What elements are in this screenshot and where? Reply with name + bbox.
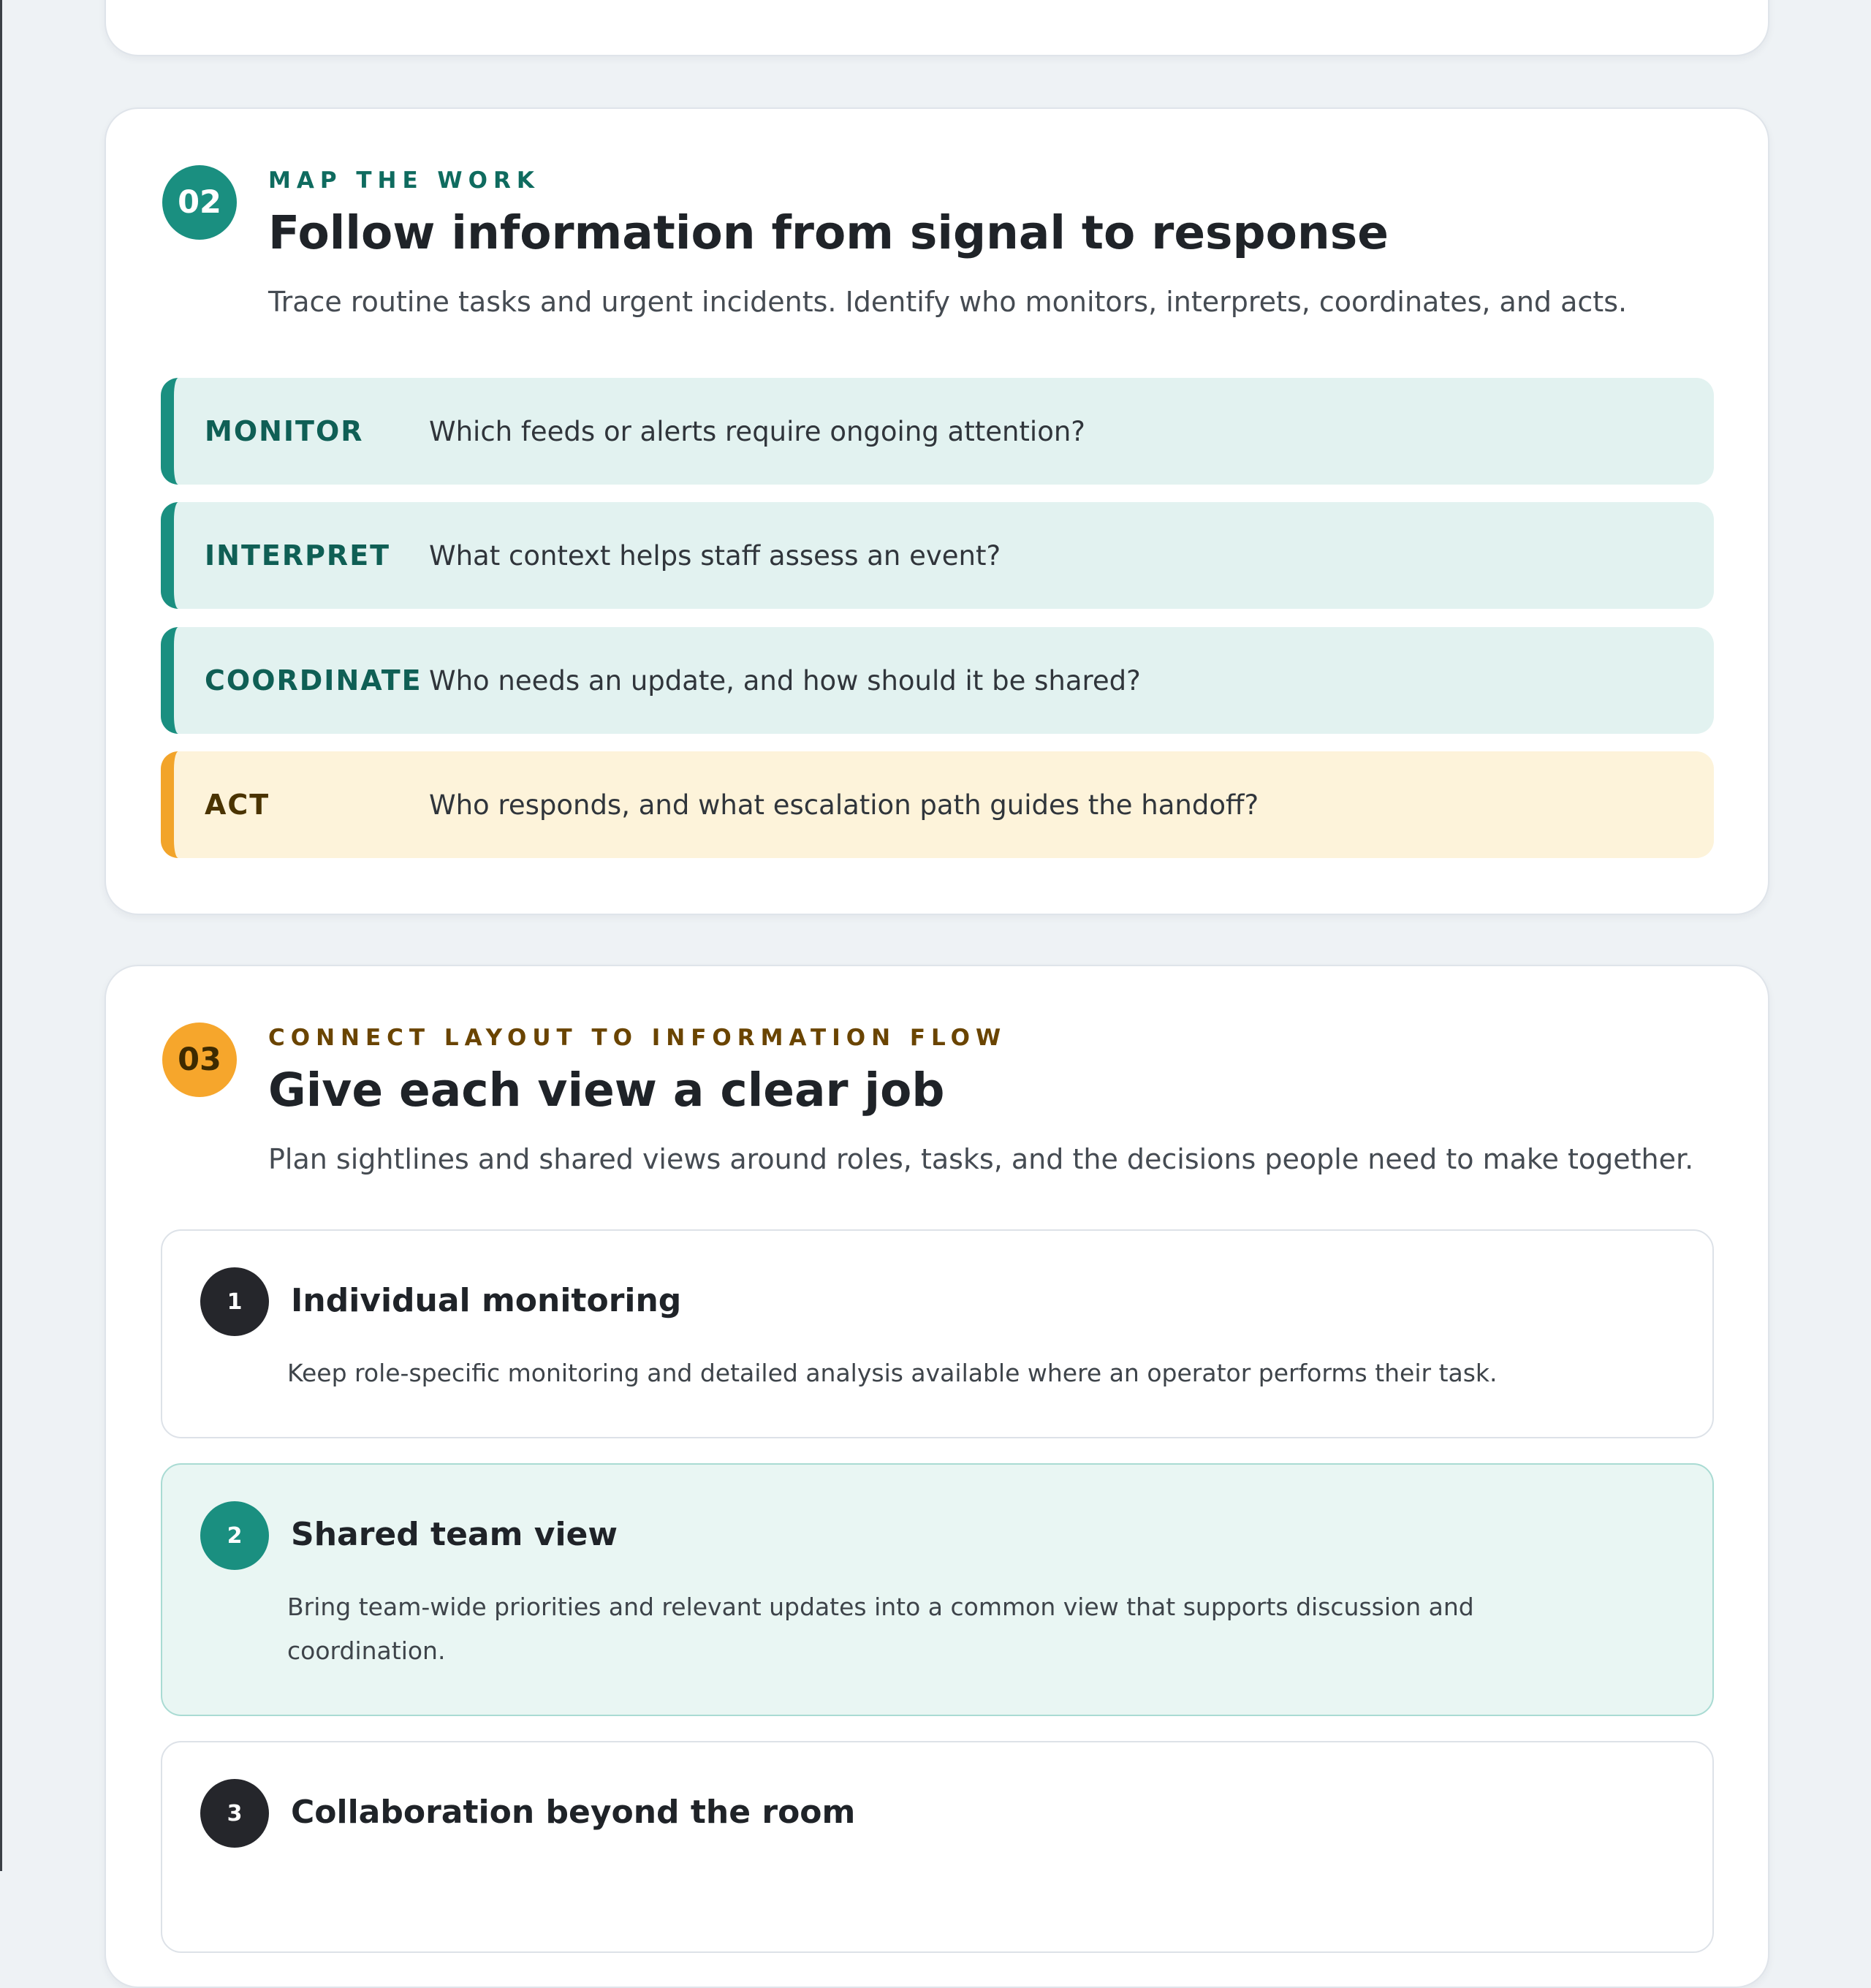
view-title: Shared team view — [291, 1516, 618, 1553]
flow-step-coordinate — [161, 627, 1714, 734]
view-description: Bring team-wide priorities and relevant updates into a common view that supports discussion and coordination. — [287, 1593, 1474, 1665]
flow-step-label: ACT — [205, 789, 270, 821]
view-card-individual-monitoring — [161, 1229, 1714, 1438]
section-connect-layout — [105, 965, 1769, 1988]
section-eyebrow: MAP THE WORK — [268, 167, 540, 194]
view-number-badge: 3 — [200, 1779, 269, 1848]
view-card-collaboration — [161, 1741, 1714, 1953]
flow-step-act — [161, 751, 1714, 858]
section-title: Follow information from signal to response — [268, 206, 1389, 259]
flow-step-label: INTERPRET — [205, 539, 391, 572]
flow-step-question: Who responds, and what escalation path guides the handoff? — [429, 789, 1259, 821]
view-number-badge: 2 — [200, 1501, 269, 1570]
flow-step-label: MONITOR — [205, 415, 364, 447]
flow-step-question: Who needs an update, and how should it be shared? — [429, 664, 1141, 697]
flow-step-monitor — [161, 378, 1714, 485]
flow-step-question: Which feeds or alerts require ongoing attention? — [429, 415, 1085, 447]
view-title: Individual monitoring — [291, 1282, 682, 1319]
section-description: Trace routine tasks and urgent incidents. Identify who monitors, interprets, coordinates, and acts. — [268, 286, 1628, 318]
section-eyebrow: CONNECT LAYOUT TO INFORMATION FLOW — [268, 1025, 1007, 1051]
step-number-badge: 02 — [162, 165, 237, 240]
view-title: Collaboration beyond the room — [291, 1794, 856, 1831]
flow-step-question: What context helps staff assess an event? — [429, 539, 1001, 572]
view-card-shared-team-view — [161, 1463, 1714, 1716]
section-description: Plan sightlines and shared views around roles, tasks, and the decisions people need to make together. — [268, 1143, 1694, 1175]
flow-step-label: COORDINATE — [205, 664, 422, 697]
section-title: Give each view a clear job — [268, 1063, 945, 1117]
flow-step-interpret — [161, 502, 1714, 609]
previous-section-card — [105, 0, 1769, 56]
step-number-badge: 03 — [162, 1023, 237, 1097]
view-description: Keep role-specific monitoring and detailed analysis available where an operator performs their task. — [287, 1359, 1498, 1387]
view-number-badge: 1 — [200, 1267, 269, 1336]
section-map-the-work — [105, 107, 1769, 915]
